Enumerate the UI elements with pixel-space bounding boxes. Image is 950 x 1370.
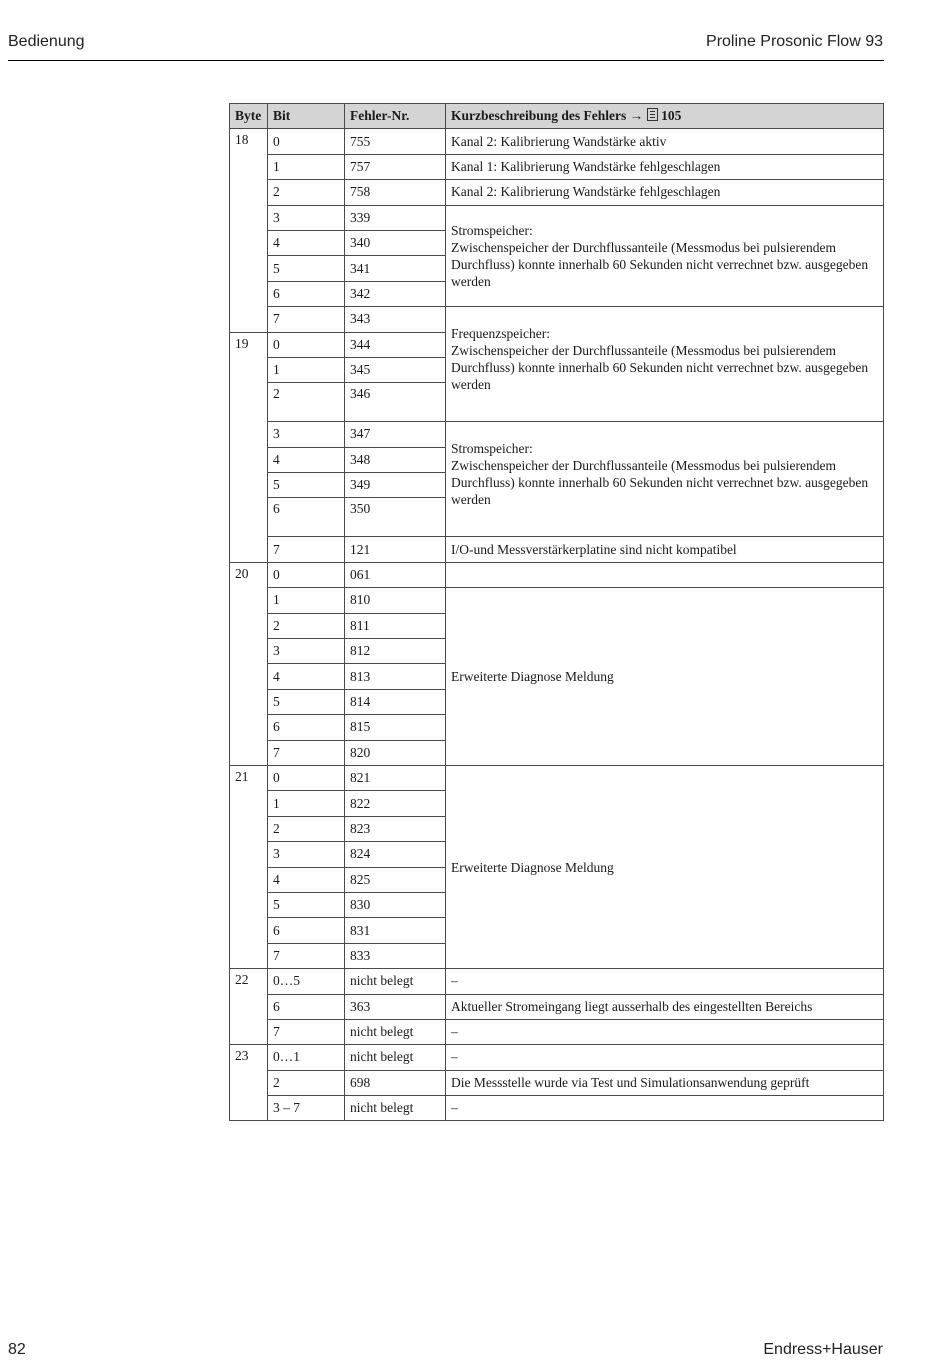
byte-cell: 22 <box>230 969 268 1045</box>
bit-cell: 4 <box>268 230 345 255</box>
error-number-cell: 812 <box>345 639 446 664</box>
table-row <box>230 129 884 154</box>
error-number-cell: nicht belegt <box>345 969 446 994</box>
error-number-cell: 343 <box>345 307 446 332</box>
bit-cell: 2 <box>268 1070 345 1095</box>
error-number-cell: 811 <box>345 613 446 638</box>
error-number-cell: 121 <box>345 537 446 562</box>
bit-cell: 1 <box>268 588 345 613</box>
byte-cell: 21 <box>230 765 268 968</box>
error-number-cell: 825 <box>345 867 446 892</box>
description-title: Stromspeicher: <box>451 441 533 457</box>
error-number-cell: 757 <box>345 154 446 179</box>
error-number-cell: 698 <box>345 1070 446 1095</box>
bit-cell: 7 <box>268 740 345 765</box>
error-number-cell: 810 <box>345 588 446 613</box>
error-number-cell: 350 <box>345 498 446 537</box>
table-row <box>230 765 884 790</box>
table-row <box>230 180 884 205</box>
description-title: Stromspeicher: <box>451 222 533 238</box>
description-text: Zwischenspeicher der Durchflussanteile (Messmodus bei pulsierendem Durchfluss) konnte innerhalb 60 Sekunden nicht verrechnet bzw. ausgegeben werden <box>451 239 869 289</box>
reference-page: 105 <box>661 108 682 124</box>
table-row <box>230 422 884 447</box>
error-number-cell: 821 <box>345 765 446 790</box>
bit-cell: 0 <box>268 562 345 587</box>
description-header-label: Kurzbeschreibung des Fehlers <box>451 108 627 124</box>
bit-cell: 6 <box>268 498 345 537</box>
description-cell: Die Messstelle wurde via Test und Simulationsanwendung geprüft <box>446 1070 884 1095</box>
error-number-cell: 815 <box>345 715 446 740</box>
bit-cell: 0…5 <box>268 969 345 994</box>
bit-cell: 6 <box>268 281 345 306</box>
col-header-error-no: Fehler-Nr. <box>345 104 446 129</box>
bit-cell: 5 <box>268 892 345 917</box>
error-number-cell: 342 <box>345 281 446 306</box>
error-number-cell: 349 <box>345 473 446 498</box>
bit-cell: 7 <box>268 537 345 562</box>
description-cell: Erweiterte Diagnose Meldung <box>446 765 884 968</box>
description-cell: – <box>446 1096 884 1121</box>
description-text: Zwischenspeicher der Durchflussanteile (Messmodus bei pulsierendem Durchfluss) konnte innerhalb 60 Sekunden nicht verrechnet bzw. ausgegeben werden <box>451 458 869 508</box>
table-row <box>230 205 884 230</box>
bit-cell: 2 <box>268 383 345 422</box>
description-cell <box>446 205 884 307</box>
bit-cell: 0…1 <box>268 1045 345 1070</box>
error-number-cell: 344 <box>345 332 446 357</box>
error-number-cell: nicht belegt <box>345 1096 446 1121</box>
bit-cell: 5 <box>268 473 345 498</box>
page-number: 82 <box>8 1341 26 1358</box>
bit-cell: 0 <box>268 765 345 790</box>
page-reference-icon <box>647 108 658 121</box>
bit-cell: 3 – 7 <box>268 1096 345 1121</box>
table-row <box>230 154 884 179</box>
description-title: Frequenzspeicher: <box>451 326 550 342</box>
table-row <box>230 1070 884 1095</box>
bit-cell: 7 <box>268 943 345 968</box>
description-cell: – <box>446 1045 884 1070</box>
description-cell <box>446 307 884 422</box>
bit-cell: 1 <box>268 357 345 382</box>
bit-cell: 7 <box>268 1019 345 1044</box>
bit-cell: 2 <box>268 180 345 205</box>
bit-cell: 0 <box>268 129 345 154</box>
table-row <box>230 307 884 332</box>
error-number-cell: 345 <box>345 357 446 382</box>
description-cell: Kanal 2: Kalibrierung Wandstärke fehlgeschlagen <box>446 180 884 205</box>
description-cell <box>446 562 884 587</box>
bit-cell: 5 <box>268 256 345 281</box>
bit-cell: 2 <box>268 816 345 841</box>
bit-cell: 2 <box>268 613 345 638</box>
col-header-description <box>446 104 884 129</box>
byte-cell: 23 <box>230 1045 268 1121</box>
bit-cell: 1 <box>268 154 345 179</box>
bit-cell: 1 <box>268 791 345 816</box>
col-header-bit: Bit <box>268 104 345 129</box>
bit-cell: 3 <box>268 205 345 230</box>
description-cell: – <box>446 1019 884 1044</box>
error-number-cell: 814 <box>345 689 446 714</box>
footer-brand: Endress+Hauser <box>763 1341 883 1358</box>
error-number-cell: 341 <box>345 256 446 281</box>
bit-cell: 4 <box>268 867 345 892</box>
col-header-byte: Byte <box>230 104 268 129</box>
bit-cell: 0 <box>268 332 345 357</box>
bit-cell: 7 <box>268 307 345 332</box>
table-row <box>230 562 884 587</box>
table-row <box>230 537 884 562</box>
error-number-cell: 339 <box>345 205 446 230</box>
bit-cell: 6 <box>268 715 345 740</box>
description-cell: Kanal 1: Kalibrierung Wandstärke fehlgeschlagen <box>446 154 884 179</box>
table-row <box>230 588 884 613</box>
error-number-cell: 831 <box>345 918 446 943</box>
error-number-cell: 822 <box>345 791 446 816</box>
error-number-cell: 823 <box>345 816 446 841</box>
error-number-cell: 820 <box>345 740 446 765</box>
description-text: Zwischenspeicher der Durchflussanteile (Messmodus bei pulsierendem Durchfluss) konnte innerhalb 60 Sekunden nicht verrechnet bzw. ausgegeben werden <box>451 343 869 393</box>
byte-cell: 20 <box>230 562 268 765</box>
description-cell: Aktueller Stromeingang liegt ausserhalb des eingestellten Bereichs <box>446 994 884 1019</box>
table-row <box>230 969 884 994</box>
byte-cell: 19 <box>230 332 268 562</box>
bit-cell: 6 <box>268 918 345 943</box>
description-cell: Erweiterte Diagnose Meldung <box>446 588 884 766</box>
error-number-cell: nicht belegt <box>345 1045 446 1070</box>
error-number-cell: 824 <box>345 842 446 867</box>
running-header-section: Bedienung <box>8 33 85 50</box>
bit-cell: 5 <box>268 689 345 714</box>
error-number-cell: 830 <box>345 892 446 917</box>
error-number-cell: 758 <box>345 180 446 205</box>
error-number-cell: 363 <box>345 994 446 1019</box>
bit-cell: 3 <box>268 842 345 867</box>
table-row <box>230 994 884 1019</box>
error-bit-table <box>229 103 884 1121</box>
bit-cell: 4 <box>268 447 345 472</box>
header-rule <box>8 60 884 61</box>
error-number-cell: 346 <box>345 383 446 422</box>
byte-cell: 18 <box>230 129 268 332</box>
table-row <box>230 1096 884 1121</box>
description-cell: – <box>446 969 884 994</box>
error-number-cell: 061 <box>345 562 446 587</box>
error-number-cell: 347 <box>345 422 446 447</box>
table-row <box>230 1045 884 1070</box>
description-cell: Kanal 2: Kalibrierung Wandstärke aktiv <box>446 129 884 154</box>
running-header-product: Proline Prosonic Flow 93 <box>706 33 883 50</box>
bit-cell: 6 <box>268 994 345 1019</box>
bit-cell: 4 <box>268 664 345 689</box>
error-number-cell: 833 <box>345 943 446 968</box>
error-number-cell: 813 <box>345 664 446 689</box>
table-row <box>230 1019 884 1044</box>
bit-cell: 3 <box>268 639 345 664</box>
error-number-cell: 340 <box>345 230 446 255</box>
table-header-row <box>230 104 884 129</box>
error-number-cell: 348 <box>345 447 446 472</box>
description-cell: I/O-und Messverstärkerplatine sind nicht kompatibel <box>446 537 884 562</box>
arrow-icon: → <box>629 108 644 124</box>
error-number-cell: 755 <box>345 129 446 154</box>
error-number-cell: nicht belegt <box>345 1019 446 1044</box>
bit-cell: 3 <box>268 422 345 447</box>
description-cell <box>446 422 884 537</box>
